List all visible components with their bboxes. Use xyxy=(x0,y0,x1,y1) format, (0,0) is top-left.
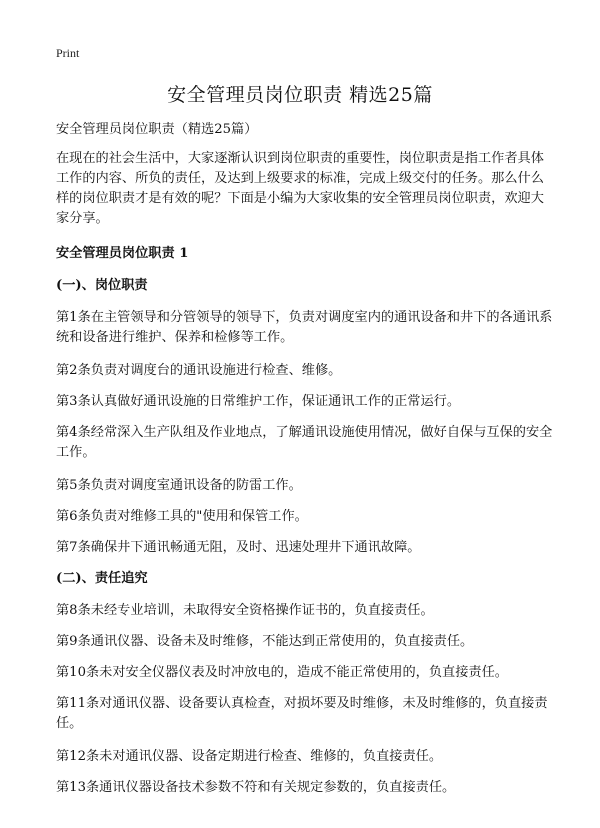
part1-heading: (一)、岗位职责 xyxy=(56,278,148,293)
intro-paragraph: 在现在的社会生活中，大家逐渐认识到岗位职责的重要性，岗位职责是指工作者具体工作的内容、所负的责任，及达到上级要求的标准，完成上级交付的任务。那么什么样的岗位职责才是有效的呢？下面是小编为大家收集的安全管理员岗位职责，欢迎大家分享。 xyxy=(56,151,544,226)
list-item: 第8条未经专业培训，未取得安全资格操作证书的，负直接责任。 xyxy=(56,603,434,618)
part2-heading: (二)、责任追究 xyxy=(56,571,148,586)
list-item: 第12条未对通讯仪器、设备定期进行检查、维修的，负直接责任。 xyxy=(56,749,443,764)
list-item: 第11条对通讯仪器、设备要认真检查，对损坏要及时维修，未及时维修的，负直接责任。 xyxy=(56,696,548,731)
list-item: 第9条通讯仪器、设备未及时维修，不能达到正常使用的，负直接责任。 xyxy=(56,634,474,649)
list-item: 第4条经常深入生产队组及作业地点，了解通讯设施使用情况，做好自保与互保的安全工作。 xyxy=(56,425,553,460)
list-item: 第10条未对安全仪器仪表及时冲放电的，造成不能正常使用的，负直接责任。 xyxy=(56,665,508,680)
list-item: 第13条通讯仪器设备技术参数不符和有关规定参数的，负直接责任。 xyxy=(56,780,456,795)
list-item: 第2条负责对调度台的通讯设施进行检查、维修。 xyxy=(56,363,342,378)
list-item: 第7条确保井下通讯畅通无阻，及时、迅速处理井下通讯故障。 xyxy=(56,540,421,555)
list-item: 第5条负责对调度室通讯设备的防雷工作。 xyxy=(56,478,302,493)
page-title: 安全管理员岗位职责 精选25篇 xyxy=(167,84,433,106)
section-heading: 安全管理员岗位职责 1 xyxy=(56,246,189,261)
list-item: 第3条认真做好通讯设施的日常维护工作，保证通讯工作的正常运行。 xyxy=(56,394,461,409)
list-item: 第1条在主管领导和分管领导的领导下，负责对调度室内的通讯设备和井下的各通讯系统和设备进行维护、保养和检修等工作。 xyxy=(56,310,553,345)
print-label: Print xyxy=(56,46,80,60)
document-body xyxy=(56,120,554,809)
document-subtitle: 安全管理员岗位职责（精选25篇） xyxy=(56,122,258,137)
list-item: 第6条负责对维修工具的"使用和保管工作。 xyxy=(56,509,308,524)
